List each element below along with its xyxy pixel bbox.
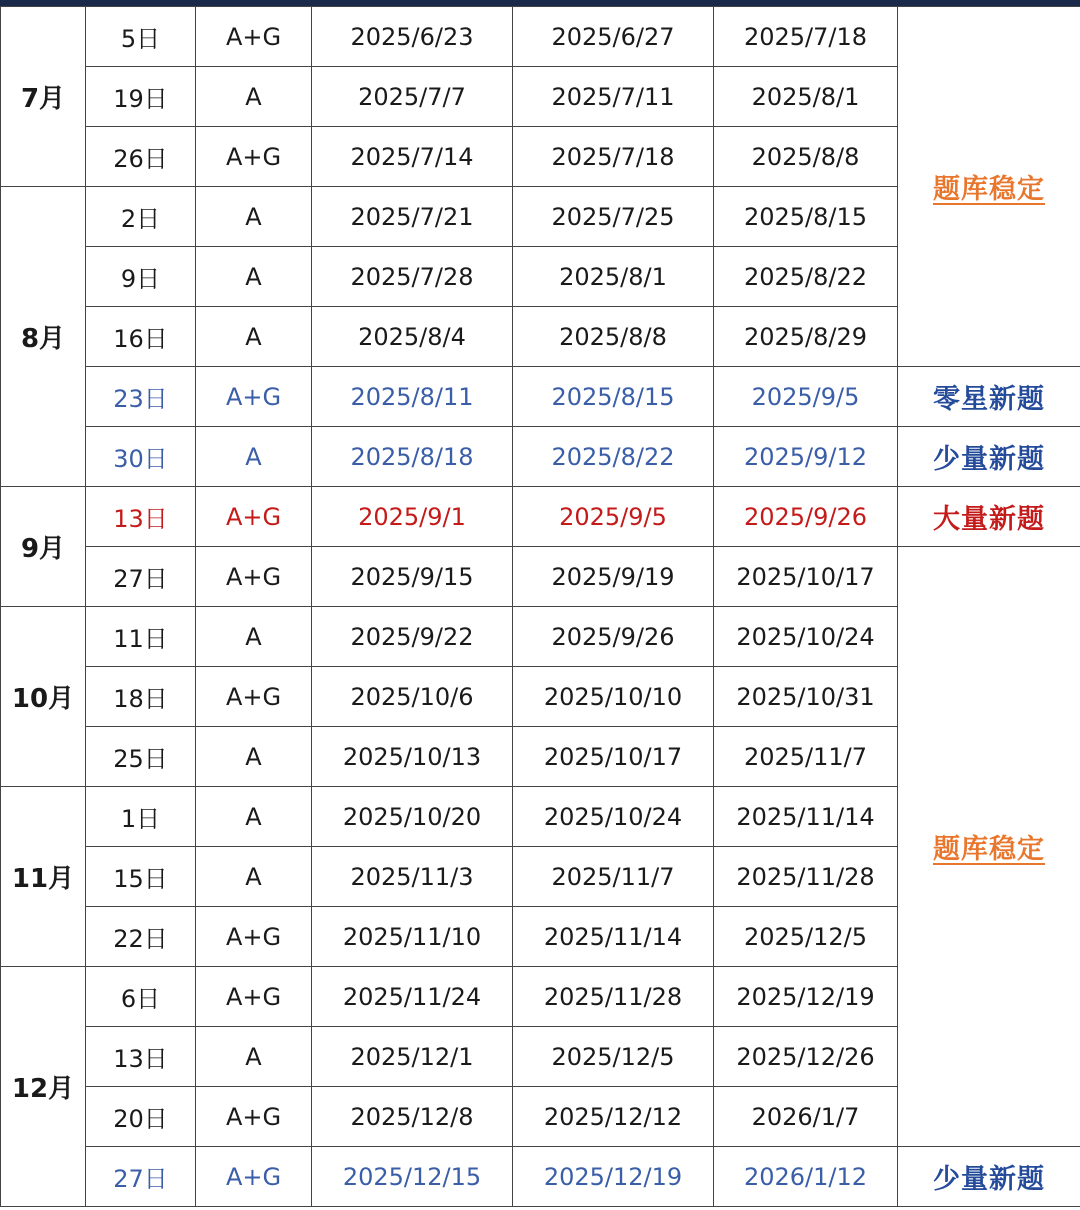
date-cell-2: 2025/10/10 [513, 667, 714, 727]
date-cell-3: 2025/8/8 [714, 127, 898, 187]
day-cell: 13日 [86, 1027, 196, 1087]
schedule-body [1, 7, 1080, 1207]
exam-type-cell: A+G [196, 667, 312, 727]
exam-type-cell: A [196, 307, 312, 367]
table-row [1, 367, 1080, 427]
day-cell: 9日 [86, 247, 196, 307]
date-cell-1: 2025/11/10 [312, 907, 513, 967]
date-cell-2: 2025/11/14 [513, 907, 714, 967]
exam-type-cell: A [196, 247, 312, 307]
date-cell-3: 2025/11/28 [714, 847, 898, 907]
day-cell: 27日 [86, 1147, 196, 1207]
exam-type-cell: A [196, 847, 312, 907]
question-bank-note: 大量新题 [898, 487, 1080, 547]
exam-type-cell: A+G [196, 907, 312, 967]
date-cell-1: 2025/9/15 [312, 547, 513, 607]
question-bank-note: 题库稳定 [898, 547, 1080, 1147]
question-bank-note: 零星新题 [898, 367, 1080, 427]
day-cell: 15日 [86, 847, 196, 907]
question-bank-note: 少量新题 [898, 1147, 1080, 1207]
date-cell-1: 2025/8/18 [312, 427, 513, 487]
date-cell-3: 2026/1/12 [714, 1147, 898, 1207]
day-cell: 13日 [86, 487, 196, 547]
date-cell-1: 2025/7/21 [312, 187, 513, 247]
date-cell-3: 2025/10/17 [714, 547, 898, 607]
date-cell-2: 2025/10/17 [513, 727, 714, 787]
date-cell-1: 2025/9/1 [312, 487, 513, 547]
table-row [1, 7, 1080, 67]
month-cell: 9月 [1, 487, 86, 607]
date-cell-3: 2025/10/31 [714, 667, 898, 727]
day-cell: 18日 [86, 667, 196, 727]
exam-type-cell: A [196, 787, 312, 847]
exam-type-cell: A+G [196, 127, 312, 187]
day-cell: 25日 [86, 727, 196, 787]
exam-type-cell: A+G [196, 7, 312, 67]
date-cell-1: 2025/12/15 [312, 1147, 513, 1207]
day-cell: 26日 [86, 127, 196, 187]
date-cell-1: 2025/11/3 [312, 847, 513, 907]
date-cell-1: 2025/7/28 [312, 247, 513, 307]
date-cell-1: 2025/12/8 [312, 1087, 513, 1147]
date-cell-1: 2025/11/24 [312, 967, 513, 1027]
day-cell: 27日 [86, 547, 196, 607]
exam-type-cell: A [196, 607, 312, 667]
date-cell-1: 2025/10/20 [312, 787, 513, 847]
day-cell: 16日 [86, 307, 196, 367]
date-cell-3: 2025/9/5 [714, 367, 898, 427]
day-cell: 20日 [86, 1087, 196, 1147]
month-cell: 10月 [1, 607, 86, 787]
date-cell-2: 2025/9/19 [513, 547, 714, 607]
table-row [1, 547, 1080, 607]
date-cell-2: 2025/9/5 [513, 487, 714, 547]
date-cell-3: 2025/8/29 [714, 307, 898, 367]
date-cell-3: 2025/9/12 [714, 427, 898, 487]
month-cell: 8月 [1, 187, 86, 487]
date-cell-3: 2025/12/5 [714, 907, 898, 967]
date-cell-2: 2025/7/18 [513, 127, 714, 187]
exam-type-cell: A [196, 67, 312, 127]
day-cell: 30日 [86, 427, 196, 487]
date-cell-3: 2025/11/14 [714, 787, 898, 847]
date-cell-3: 2025/8/22 [714, 247, 898, 307]
exam-type-cell: A [196, 1027, 312, 1087]
day-cell: 11日 [86, 607, 196, 667]
date-cell-1: 2025/7/7 [312, 67, 513, 127]
question-bank-note: 题库稳定 [898, 7, 1080, 367]
day-cell: 6日 [86, 967, 196, 1027]
date-cell-3: 2026/1/7 [714, 1087, 898, 1147]
date-cell-2: 2025/8/22 [513, 427, 714, 487]
date-cell-2: 2025/7/11 [513, 67, 714, 127]
exam-type-cell: A [196, 187, 312, 247]
date-cell-2: 2025/10/24 [513, 787, 714, 847]
month-cell: 7月 [1, 7, 86, 187]
date-cell-3: 2025/11/7 [714, 727, 898, 787]
date-cell-1: 2025/6/23 [312, 7, 513, 67]
date-cell-3: 2025/12/26 [714, 1027, 898, 1087]
date-cell-1: 2025/10/6 [312, 667, 513, 727]
date-cell-2: 2025/7/25 [513, 187, 714, 247]
date-cell-2: 2025/8/1 [513, 247, 714, 307]
date-cell-3: 2025/9/26 [714, 487, 898, 547]
table-row [1, 427, 1080, 487]
month-cell: 11月 [1, 787, 86, 967]
date-cell-1: 2025/12/1 [312, 1027, 513, 1087]
exam-type-cell: A+G [196, 547, 312, 607]
date-cell-2: 2025/11/28 [513, 967, 714, 1027]
exam-type-cell: A+G [196, 1087, 312, 1147]
question-bank-note: 少量新题 [898, 427, 1080, 487]
date-cell-2: 2025/12/5 [513, 1027, 714, 1087]
date-cell-2: 2025/12/19 [513, 1147, 714, 1207]
date-cell-1: 2025/7/14 [312, 127, 513, 187]
date-cell-1: 2025/8/4 [312, 307, 513, 367]
date-cell-1: 2025/9/22 [312, 607, 513, 667]
month-cell: 12月 [1, 967, 86, 1207]
table-row [1, 1147, 1080, 1207]
exam-schedule-table [0, 6, 1080, 1207]
date-cell-3: 2025/7/18 [714, 7, 898, 67]
date-cell-3: 2025/10/24 [714, 607, 898, 667]
date-cell-1: 2025/10/13 [312, 727, 513, 787]
exam-type-cell: A+G [196, 1147, 312, 1207]
date-cell-2: 2025/12/12 [513, 1087, 714, 1147]
date-cell-3: 2025/8/15 [714, 187, 898, 247]
date-cell-3: 2025/12/19 [714, 967, 898, 1027]
date-cell-3: 2025/8/1 [714, 67, 898, 127]
date-cell-2: 2025/8/8 [513, 307, 714, 367]
exam-type-cell: A+G [196, 367, 312, 427]
exam-type-cell: A [196, 427, 312, 487]
exam-type-cell: A [196, 727, 312, 787]
date-cell-2: 2025/6/27 [513, 7, 714, 67]
day-cell: 2日 [86, 187, 196, 247]
day-cell: 1日 [86, 787, 196, 847]
date-cell-2: 2025/9/26 [513, 607, 714, 667]
exam-type-cell: A+G [196, 967, 312, 1027]
date-cell-1: 2025/8/11 [312, 367, 513, 427]
date-cell-2: 2025/11/7 [513, 847, 714, 907]
day-cell: 23日 [86, 367, 196, 427]
table-row [1, 487, 1080, 547]
day-cell: 5日 [86, 7, 196, 67]
date-cell-2: 2025/8/15 [513, 367, 714, 427]
exam-type-cell: A+G [196, 487, 312, 547]
day-cell: 22日 [86, 907, 196, 967]
day-cell: 19日 [86, 67, 196, 127]
